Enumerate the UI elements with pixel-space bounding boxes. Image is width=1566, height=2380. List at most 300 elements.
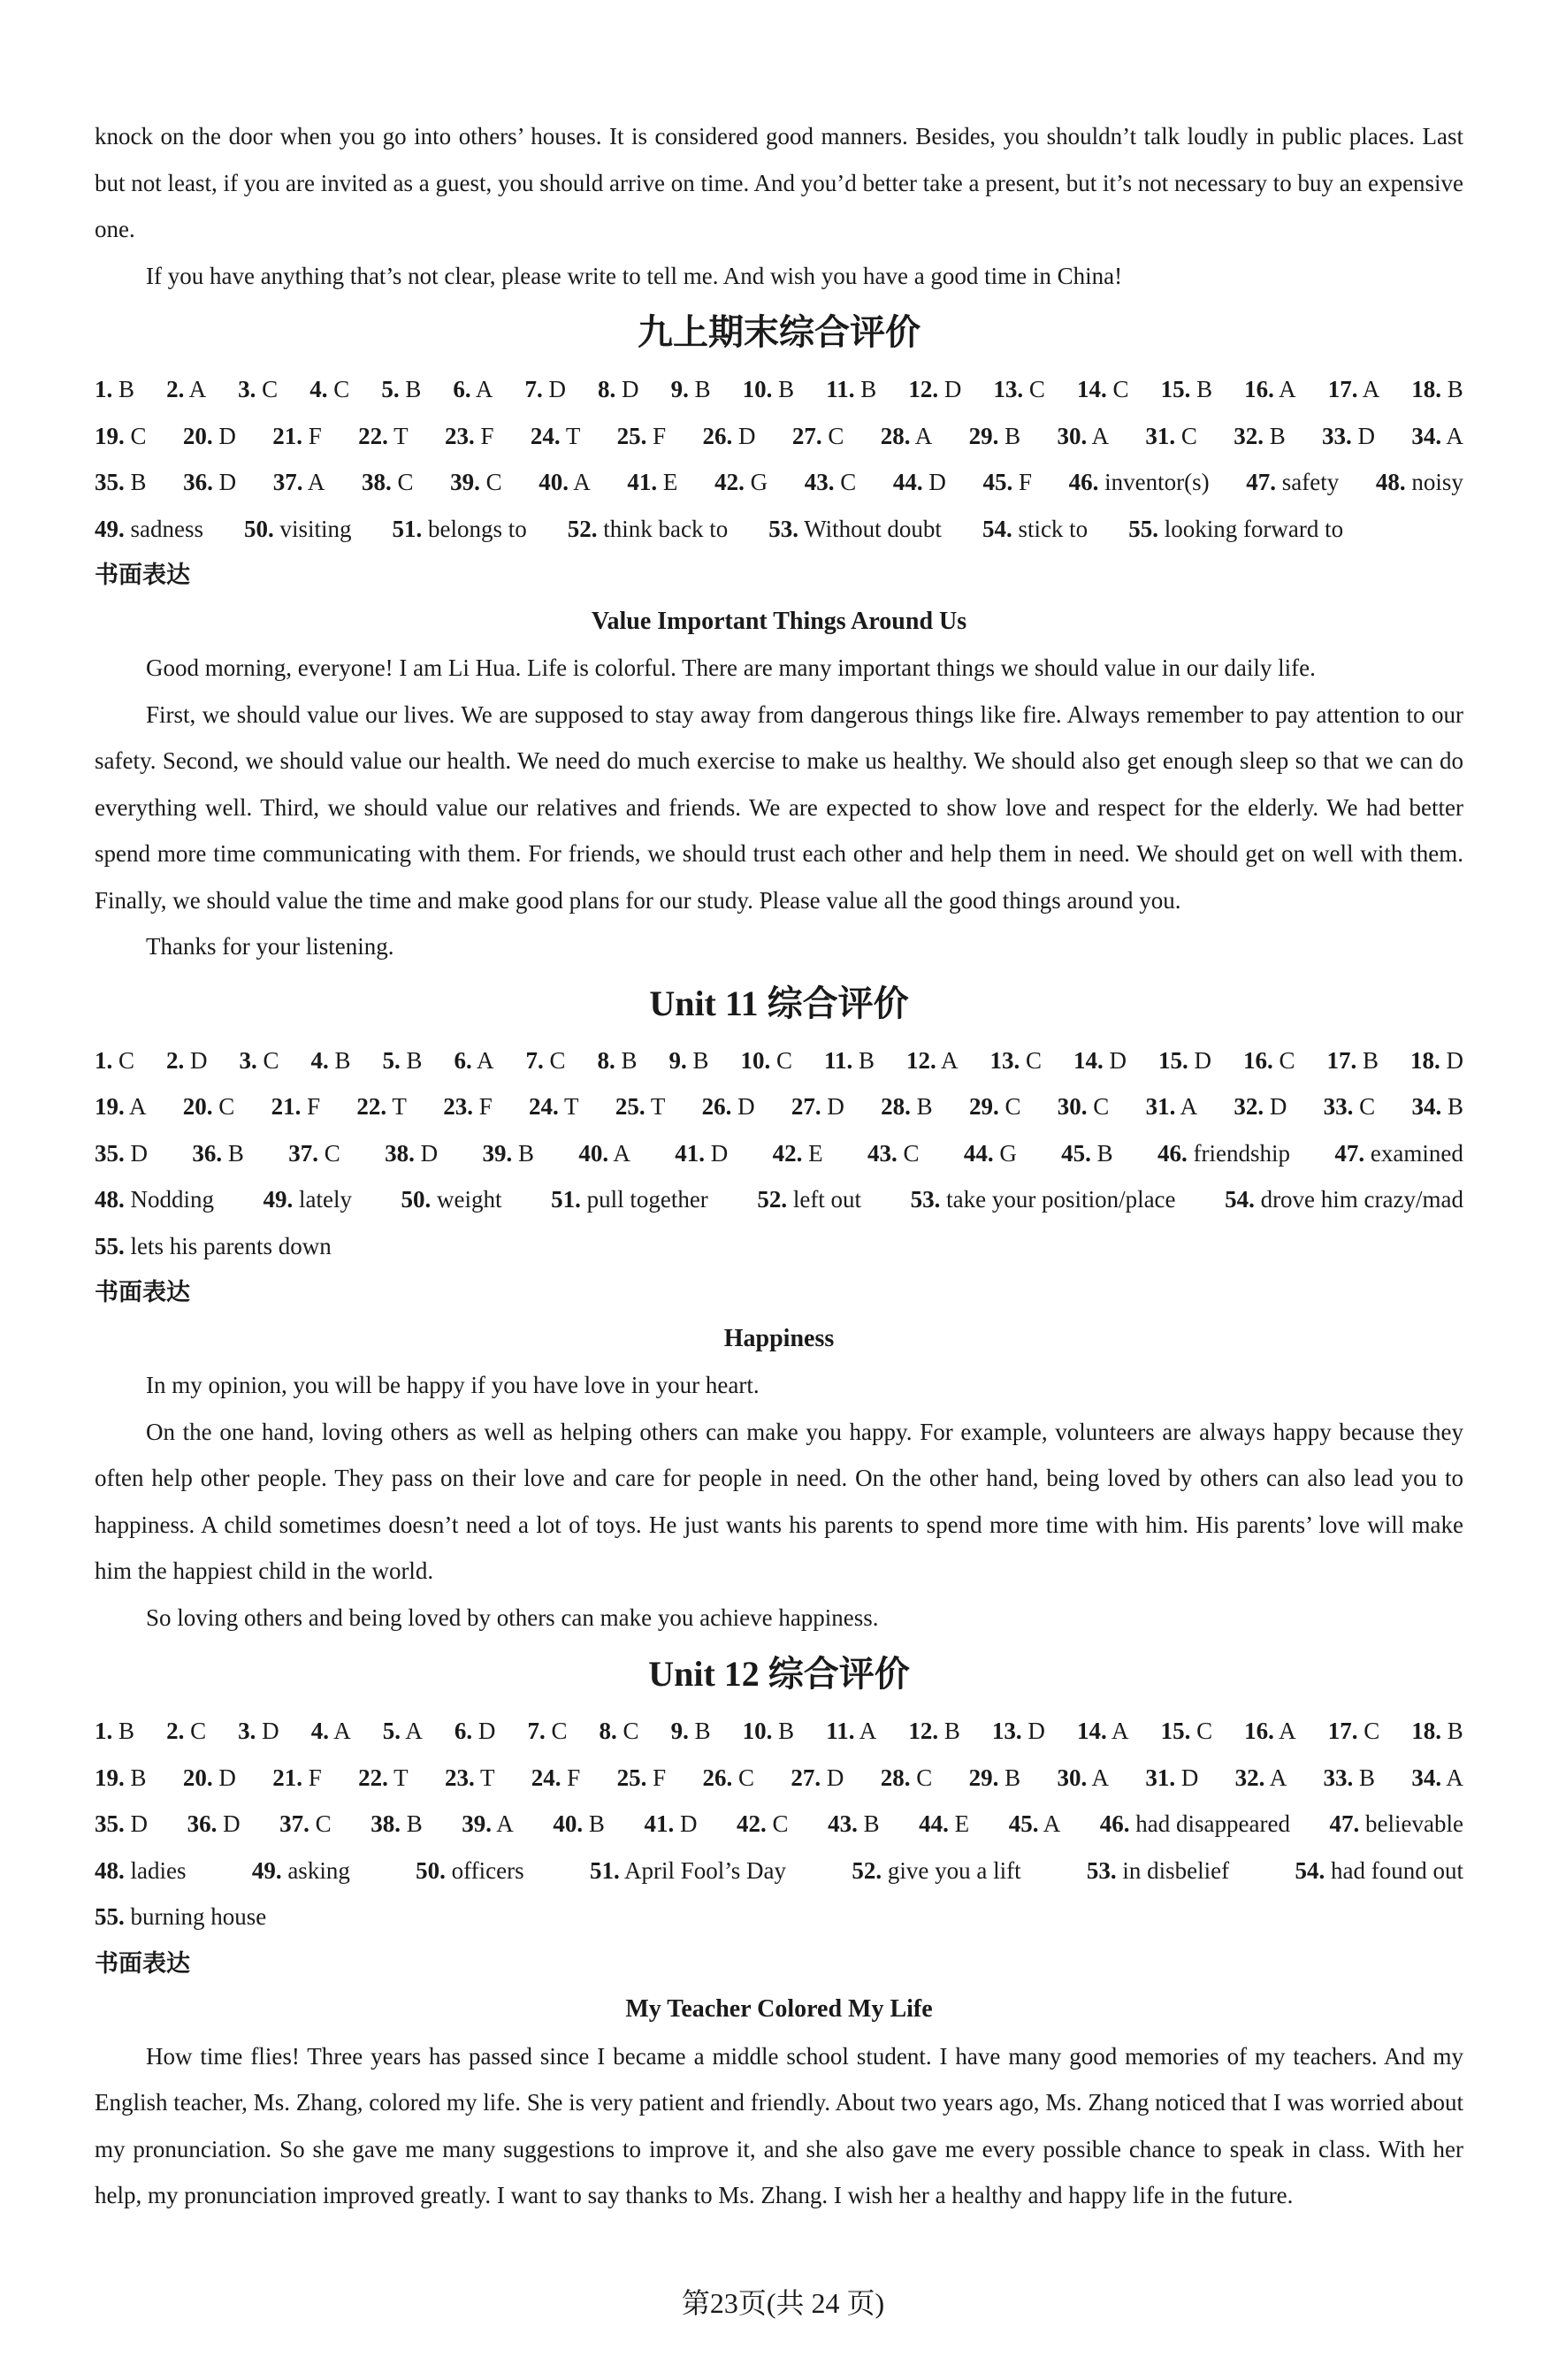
answer-value: B <box>517 1139 534 1167</box>
answer-item <box>826 366 876 413</box>
answer-value: A <box>573 469 591 495</box>
answer-item <box>1009 1801 1061 1848</box>
answer-value: C <box>315 1810 332 1837</box>
answer-value: A <box>1279 376 1296 402</box>
answer-item <box>1411 1755 1463 1802</box>
answer-value: G <box>750 469 768 495</box>
answer-item <box>450 459 502 506</box>
question-number: 30. <box>1057 1764 1088 1791</box>
answer-item <box>919 1801 969 1848</box>
question-number: 8. <box>598 376 616 402</box>
answer-row <box>95 366 1463 413</box>
question-number: 25. <box>616 422 647 449</box>
answer-value: B <box>621 1046 638 1074</box>
section <box>95 970 1463 1642</box>
answer-item <box>881 413 933 460</box>
writing-heading: 书面表达 <box>95 562 190 588</box>
question-number: 29. <box>968 422 999 449</box>
answer-value: A <box>1180 1093 1198 1120</box>
answer-item <box>852 1848 1020 1894</box>
answer-item <box>757 1176 861 1223</box>
answer-value: C <box>1196 1718 1213 1744</box>
answer-value: believable <box>1365 1810 1463 1837</box>
answer-item <box>310 1037 350 1084</box>
question-number: 54. <box>1295 1856 1325 1884</box>
answer-value: D <box>190 1046 208 1074</box>
answer-value: A <box>129 1093 147 1120</box>
answer-item <box>525 1037 565 1084</box>
question-number: 41. <box>644 1810 675 1837</box>
writing-heading: 书面表达 <box>95 1279 190 1305</box>
answer-value: B <box>778 1718 795 1744</box>
question-number: 12. <box>906 1046 936 1074</box>
answer-value: lets his parents down <box>130 1232 332 1259</box>
answer-item <box>615 1083 666 1130</box>
answer-item <box>1411 1083 1463 1130</box>
answer-value: examined <box>1370 1139 1463 1167</box>
answer-item <box>264 1176 352 1223</box>
answer-item <box>1326 1037 1379 1084</box>
answer-item <box>1411 1708 1463 1755</box>
question-number: 23. <box>443 1093 473 1120</box>
answer-value: D <box>1357 422 1376 449</box>
essay-paragraph: So loving others and being loved by others can make you achieve happiness. <box>146 1603 879 1631</box>
answer-value: F <box>653 422 667 449</box>
answer-item <box>743 1708 795 1755</box>
question-number: 32. <box>1234 1764 1265 1791</box>
answer-value: visiting <box>279 515 352 542</box>
answer-value: C <box>218 1093 235 1120</box>
answer-value: lately <box>299 1186 353 1213</box>
answer-value: D <box>548 376 566 402</box>
answer-item <box>805 459 857 506</box>
answer-value: D <box>1269 1093 1287 1120</box>
answer-value: pull together <box>586 1186 708 1213</box>
question-number: 4. <box>309 376 328 402</box>
question-number: 52. <box>757 1186 788 1213</box>
answer-item <box>1058 1083 1110 1130</box>
answer-value: C <box>1112 376 1129 402</box>
question-number: 36. <box>187 1810 218 1837</box>
question-number: 35. <box>95 469 125 495</box>
answer-row <box>95 506 1463 553</box>
answer-item <box>969 413 1021 460</box>
answer-item <box>969 1755 1021 1802</box>
question-number: 7. <box>527 1718 546 1744</box>
answer-item <box>993 366 1045 413</box>
answer-item <box>1061 1130 1113 1177</box>
answer-value: B <box>405 376 422 402</box>
answer-item <box>714 459 768 506</box>
question-number: 14. <box>1076 1718 1107 1744</box>
answer-value: B <box>1447 1093 1463 1120</box>
question-number: 39. <box>462 1810 493 1837</box>
question-number: 4. <box>310 1046 329 1074</box>
answer-value: A <box>307 469 325 495</box>
answer-value: A <box>188 376 207 402</box>
answer-item <box>1322 413 1375 460</box>
answer-item <box>792 413 844 460</box>
question-number: 38. <box>370 1810 401 1837</box>
answer-item <box>311 1708 351 1755</box>
answer-value: C <box>262 376 279 402</box>
answer-item <box>969 1083 1021 1130</box>
answer-item <box>911 1176 1176 1223</box>
answer-value: D <box>420 1139 439 1167</box>
question-number: 35. <box>95 1810 125 1837</box>
answer-item <box>906 1037 959 1084</box>
question-number: 1. <box>95 1046 113 1074</box>
answer-value: C <box>1364 1718 1380 1744</box>
answer-value: F <box>308 422 322 449</box>
answer-item <box>627 459 677 506</box>
answer-item <box>617 413 667 460</box>
answer-value: belongs to <box>428 515 527 542</box>
question-number: 21. <box>272 422 302 449</box>
question-number: 9. <box>670 1718 689 1744</box>
question-number: 41. <box>675 1139 705 1167</box>
answer-value: T <box>564 1093 579 1120</box>
answer-item <box>768 506 942 553</box>
question-number: 24. <box>530 422 561 449</box>
answer-value: A <box>1091 422 1109 449</box>
answer-value: D <box>477 1718 496 1744</box>
answer-value: A <box>859 1718 877 1744</box>
answer-item <box>1057 1755 1109 1802</box>
question-number: 7. <box>524 376 543 402</box>
answer-item <box>462 1801 514 1848</box>
question-number: 14. <box>1073 1046 1104 1074</box>
answer-item <box>1244 1708 1296 1755</box>
question-number: 36. <box>192 1139 223 1167</box>
question-number: 9. <box>670 376 689 402</box>
answer-value: ladies <box>130 1856 187 1884</box>
answer-value: asking <box>287 1856 350 1884</box>
answer-value: A <box>914 422 933 449</box>
question-number: 50. <box>401 1186 432 1213</box>
answer-row <box>95 1801 1463 1848</box>
answer-item <box>95 1130 148 1177</box>
answer-item <box>358 1755 409 1802</box>
question-number: 27. <box>791 1093 821 1120</box>
answer-value: B <box>694 376 711 402</box>
answer-value: F <box>567 1764 581 1791</box>
answer-value: looking forward to <box>1164 515 1344 542</box>
answer-item <box>95 1755 147 1802</box>
answer-item <box>381 366 421 413</box>
answer-item <box>1057 413 1109 460</box>
answer-row <box>95 1176 1463 1223</box>
answer-value: C <box>333 376 350 402</box>
answer-item <box>1330 1801 1463 1848</box>
question-number: 34. <box>1411 1764 1442 1791</box>
question-number: 47. <box>1329 1810 1360 1837</box>
question-number: 25. <box>616 1764 647 1791</box>
answer-value: D <box>622 376 639 402</box>
answer-row <box>95 1083 1463 1130</box>
answer-item <box>531 1755 581 1802</box>
answer-value: T <box>650 1093 666 1120</box>
answer-item <box>1234 413 1286 460</box>
answer-value: C <box>1093 1093 1110 1120</box>
answer-value: C <box>1279 1046 1295 1074</box>
question-number: 53. <box>1086 1856 1117 1884</box>
answer-value: C <box>738 1764 755 1791</box>
answer-item <box>1145 1755 1198 1802</box>
answer-value: D <box>826 1764 844 1791</box>
question-number: 19. <box>95 1093 125 1120</box>
answer-value: D <box>1109 1046 1127 1074</box>
question-number: 30. <box>1057 422 1088 449</box>
question-number: 7. <box>525 1046 544 1074</box>
question-number: 21. <box>271 1093 302 1120</box>
sections-container <box>95 299 1463 2219</box>
question-number: 53. <box>768 515 798 542</box>
answer-value: inventor(s) <box>1104 469 1210 495</box>
question-number: 36. <box>183 469 213 495</box>
answer-item <box>453 366 493 413</box>
intro-closing: If you have anything that’s not clear, please write to tell me. And wish you have a good time in China! <box>146 262 1123 289</box>
answer-item <box>590 1848 786 1894</box>
answer-item <box>183 459 236 506</box>
question-number: 37. <box>272 469 303 495</box>
question-number: 55. <box>95 1903 125 1930</box>
question-number: 48. <box>1375 469 1406 495</box>
question-number: 32. <box>1234 1093 1264 1120</box>
answer-item <box>668 1037 708 1084</box>
answer-key <box>95 1037 1463 1270</box>
answer-value: C <box>840 469 857 495</box>
question-number: 29. <box>968 1764 999 1791</box>
answer-value: B <box>1447 376 1463 402</box>
answer-item <box>675 1130 728 1177</box>
answer-item <box>445 413 494 460</box>
question-number: 11. <box>826 376 855 402</box>
question-number: 25. <box>615 1093 645 1120</box>
essay-paragraph: How time flies! Three years has passed since I became a middle school student. I have many good memories of my teachers. And my English teacher, Ms. Zhang, colored my life. She is very patient and friendly. About two years ago, Ms. Zhang noticed that I was worried about my pronunciation. So she gave me many suggestions to improve it, and she also gave me every possible chance to speak in class. With her help, my pronunciation improved greatly. I want to say thanks to Ms. Zhang. I wish her a healthy and happy life in the future. <box>95 2042 1463 2208</box>
question-number: 11. <box>826 1718 855 1744</box>
answer-item <box>1161 1708 1213 1755</box>
question-number: 31. <box>1145 1764 1176 1791</box>
answer-item <box>826 1708 876 1755</box>
answer-item <box>370 1801 423 1848</box>
answer-value: D <box>710 1139 729 1167</box>
answer-value: C <box>485 469 502 495</box>
answer-item <box>600 1708 639 1755</box>
answer-value: D <box>218 1764 236 1791</box>
question-number: 21. <box>272 1764 302 1791</box>
question-number: 3. <box>238 1718 256 1744</box>
answer-value: stick to <box>1018 515 1089 542</box>
question-number: 54. <box>1225 1186 1255 1213</box>
answer-item <box>454 1037 493 1084</box>
question-number: 42. <box>737 1810 767 1837</box>
answer-value: give you a lift <box>887 1856 1021 1884</box>
answer-item <box>531 413 581 460</box>
question-number: 49. <box>251 1856 282 1884</box>
answer-value: D <box>262 1718 279 1744</box>
answer-value: D <box>679 1810 698 1837</box>
question-number: 17. <box>1326 1046 1357 1074</box>
answer-value: B <box>588 1810 605 1837</box>
answer-value: April Fool’s Day <box>624 1856 787 1884</box>
question-number: 43. <box>804 469 835 495</box>
question-number: 44. <box>919 1810 949 1837</box>
answer-item <box>983 459 1033 506</box>
answer-value: B <box>943 1718 960 1744</box>
question-number: 23. <box>444 422 475 449</box>
question-number: 24. <box>529 1093 559 1120</box>
answer-item <box>383 1708 423 1755</box>
question-number: 11. <box>823 1046 853 1074</box>
question-number: 16. <box>1244 376 1274 402</box>
answer-item <box>238 1708 279 1755</box>
answer-value: B <box>227 1139 244 1167</box>
answer-item <box>568 506 728 553</box>
answer-value: think back to <box>603 515 729 542</box>
answer-item <box>272 1755 322 1802</box>
answer-value: C <box>130 422 147 449</box>
question-number: 20. <box>182 1093 213 1120</box>
question-number: 10. <box>742 376 773 402</box>
answer-value: B <box>694 1718 711 1744</box>
answer-value: B <box>130 469 147 495</box>
question-number: 15. <box>1157 1046 1188 1074</box>
answer-item <box>1328 366 1380 413</box>
answer-value: D <box>130 1139 148 1167</box>
answer-item <box>881 1755 933 1802</box>
answer-item <box>95 1848 186 1894</box>
answer-value: B <box>1359 1764 1376 1791</box>
answer-item <box>524 366 566 413</box>
writing-heading: 书面表达 <box>95 1949 190 1977</box>
question-number: 20. <box>182 1764 213 1791</box>
question-number: 40. <box>578 1139 609 1167</box>
answer-item <box>482 1130 534 1177</box>
question-number: 40. <box>539 469 569 495</box>
answer-item <box>385 1130 438 1177</box>
answer-item <box>445 1755 495 1802</box>
question-number: 46. <box>1099 1810 1130 1837</box>
question-number: 46. <box>1157 1139 1188 1167</box>
answer-item <box>1244 366 1296 413</box>
question-number: 49. <box>263 1186 294 1213</box>
answer-item <box>187 1801 241 1848</box>
answer-value: D <box>737 1093 755 1120</box>
question-number: 43. <box>867 1139 898 1167</box>
answer-value: B <box>1269 422 1286 449</box>
essay-paragraph: On the one hand, loving others as well as helping others can make you happy. For example, volunteers are always happy because they often help other people. They pass on their love and care for people in need. On the other hand, being loved by others can also lead you to happiness. A child sometimes doesn’t need a lot of toys. He just wants his parents to spend more time with him. His parents’ love will make him the happiest child in the world. <box>95 1418 1463 1584</box>
answer-value: F <box>480 422 494 449</box>
answer-value: D <box>1027 1718 1045 1744</box>
answer-item <box>288 1130 340 1177</box>
essay-paragraph: Good morning, everyone! I am Li Hua. Life is colorful. There are many important things we should value in our daily life. <box>146 654 1316 681</box>
answer-value: officers <box>451 1856 524 1884</box>
answer-item <box>740 1037 792 1084</box>
answer-row <box>95 1755 1463 1802</box>
answer-value: B <box>778 376 795 402</box>
answer-value: A <box>1279 1718 1296 1744</box>
answer-item <box>671 366 711 413</box>
question-number: 8. <box>597 1046 615 1074</box>
answer-value: T <box>479 1764 495 1791</box>
answer-item <box>578 1130 630 1177</box>
answer-value: A <box>1111 1718 1129 1744</box>
answer-item <box>279 1801 332 1848</box>
answer-value: C <box>1026 1046 1043 1074</box>
answer-item <box>362 459 414 506</box>
answer-value: A <box>1091 1764 1109 1791</box>
answer-value: E <box>662 469 678 495</box>
question-number: 22. <box>358 422 388 449</box>
answer-value: drove him crazy/mad <box>1260 1186 1463 1213</box>
question-number: 33. <box>1323 1093 1354 1120</box>
question-number: 6. <box>454 1046 472 1074</box>
answer-item <box>1158 1037 1211 1084</box>
section <box>95 299 1463 970</box>
answer-value: A <box>475 376 493 402</box>
answer-value: B <box>916 1093 933 1120</box>
question-number: 52. <box>567 515 598 542</box>
answer-item <box>791 1083 844 1130</box>
question-number: 4. <box>310 1718 329 1744</box>
section-title: 九上期末综合评价 <box>638 312 921 352</box>
question-number: 55. <box>1128 515 1158 542</box>
question-number: 31. <box>1145 422 1176 449</box>
question-number: 51. <box>392 515 423 542</box>
question-number: 8. <box>599 1718 617 1744</box>
answer-item <box>95 1037 134 1084</box>
answer-item <box>1328 1708 1380 1755</box>
question-number: 34. <box>1411 422 1442 449</box>
section-title: Unit 12 综合评价 <box>648 1654 910 1694</box>
question-number: 20. <box>182 422 213 449</box>
answer-item <box>617 1755 667 1802</box>
answer-value: burning house <box>130 1903 267 1930</box>
answer-value: D <box>218 469 237 495</box>
question-number: 15. <box>1160 376 1191 402</box>
question-number: 17. <box>1327 1718 1358 1744</box>
answer-value: F <box>307 1093 321 1120</box>
answer-value: C <box>772 1810 789 1837</box>
answer-value: F <box>308 1764 322 1791</box>
question-number: 26. <box>702 1764 733 1791</box>
answer-value: B <box>1096 1139 1113 1167</box>
answer-value: D <box>1194 1046 1211 1074</box>
question-number: 33. <box>1323 1764 1354 1791</box>
question-number: 49. <box>95 515 125 542</box>
answer-item <box>95 506 203 553</box>
answer-value: C <box>1005 1093 1021 1120</box>
answer-item <box>272 413 322 460</box>
answer-value: weight <box>437 1186 502 1213</box>
page-footer: 第23页(共 24 页) <box>681 2287 885 2319</box>
answer-item <box>95 1176 214 1223</box>
question-number: 16. <box>1242 1046 1273 1074</box>
answer-item <box>271 1083 321 1130</box>
answer-value: C <box>903 1139 920 1167</box>
answer-value: A <box>1269 1764 1287 1791</box>
answer-value: C <box>1028 376 1045 402</box>
question-number: 3. <box>238 376 256 402</box>
answer-value: A <box>1446 1764 1463 1791</box>
essay-paragraph: First, we should value our lives. We are supposed to stay away from dangerous things like fire. Always remember to pay attention to our safety. Second, we should value our health. We need do much exercise to make us healthy. We should also get enough sleep so that we can do everything well. Third, we should value our relatives and friends. We are expected to show love and respect for the elderly. We had better spend more time communicating with them. For friends, we should trust each other and help them in need. We should get on well with them. Finally, we should value the time and make good plans for our study. Please value all the good things around you. <box>95 700 1463 914</box>
question-number: 1. <box>95 1718 113 1744</box>
question-number: 6. <box>453 376 471 402</box>
question-number: 31. <box>1145 1093 1176 1120</box>
answer-value: T <box>393 1764 409 1791</box>
answer-item <box>1077 366 1129 413</box>
